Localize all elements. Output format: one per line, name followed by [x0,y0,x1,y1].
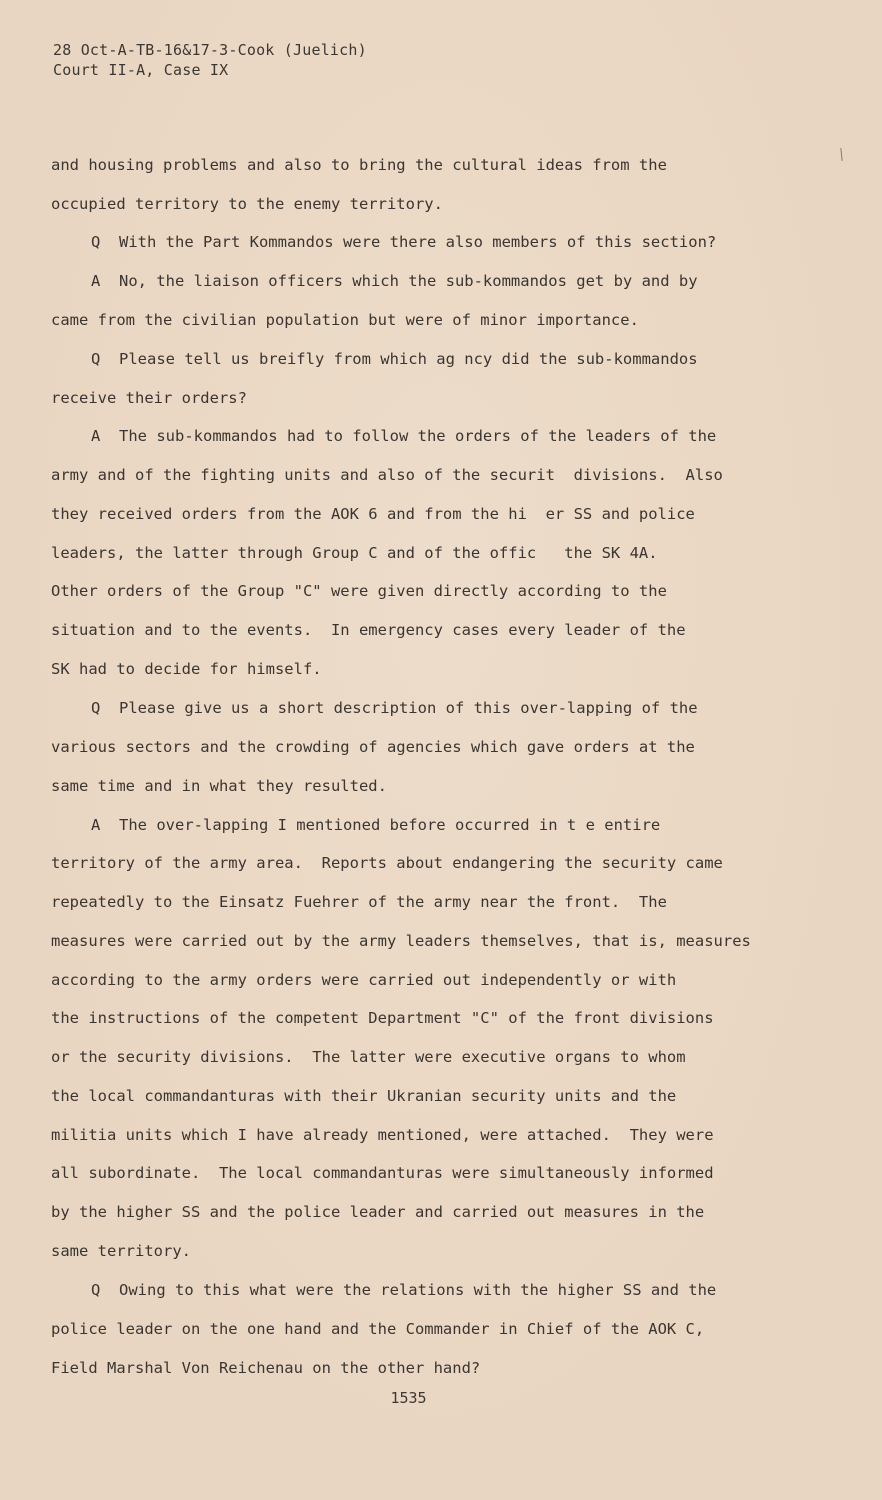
text-line: Other orders of the Group "C" were given directly according to the [51,582,667,600]
text-line: the local commandanturas with their Ukranian security units and the [51,1087,677,1105]
question-line: Q Owing to this what were the relations with the higher SS and the [91,1281,717,1299]
text-line: all subordinate. The local commandanturas were simultaneously informed [51,1164,714,1182]
text-line: by the higher SS and the police leader and carried out measures in the [51,1203,705,1221]
text-line: same time and in what they resulted. [51,777,387,795]
text-line: territory of the army area. Reports about endangering the security came [51,854,723,872]
question-line: Q With the Part Kommandos were there also members of this section? [91,233,717,251]
text-line: receive their orders? [51,389,247,407]
answer-line: A No, the liaison officers which the sub-kommandos get by and by [91,272,698,290]
text-line: according to the army orders were carried out independently or with [51,971,677,989]
text-line: militia units which I have already mentioned, were attached. They were [51,1126,714,1144]
header-court: Court II-A, Case IX [53,61,229,79]
text-line: police leader on the one hand and the Commander in Chief of the AOK C, [51,1320,705,1338]
text-line: and housing problems and also to bring the cultural ideas from the [51,156,667,174]
text-line: they received orders from the AOK 6 and from the hi er SS and police [51,505,695,523]
text-line: Field Marshal Von Reichenau on the other hand? [51,1359,481,1377]
text-line: SK had to decide for himself. [51,660,322,678]
question-line: Q Please tell us breifly from which ag ncy did the sub-kommandos [91,350,698,368]
text-line: or the security divisions. The latter were executive organs to whom [51,1048,686,1066]
text-line: army and of the fighting units and also of the securit divisions. Also [51,466,723,484]
text-line: came from the civilian population but were of minor importance. [51,311,639,329]
text-line: the instructions of the competent Department "C" of the front divisions [51,1009,714,1027]
question-line: Q Please give us a short description of this over-lapping of the [91,699,698,717]
answer-line: A The over-lapping I mentioned before occurred in t e entire [91,816,661,834]
margin-mark [840,148,842,161]
text-line: situation and to the events. In emergency cases every leader of the [51,621,686,639]
text-line: various sectors and the crowding of agencies which gave orders at the [51,738,695,756]
answer-line: A The sub-kommandos had to follow the orders of the leaders of the [91,427,717,445]
text-line: repeatedly to the Einsatz Fuehrer of the army near the front. The [51,893,667,911]
text-line: measures were carried out by the army leaders themselves, that is, measures [51,932,751,950]
text-line: leaders, the latter through Group C and of the offic the SK 4A. [51,544,658,562]
document-header [53,40,367,80]
text-line: occupied territory to the enemy territory. [51,195,443,213]
text-line: same territory. [51,1242,191,1260]
page-number: 1535 [390,1389,427,1407]
header-case-reference: 28 Oct-A-TB-16&17-3-Cook (Juelich) [53,41,367,59]
